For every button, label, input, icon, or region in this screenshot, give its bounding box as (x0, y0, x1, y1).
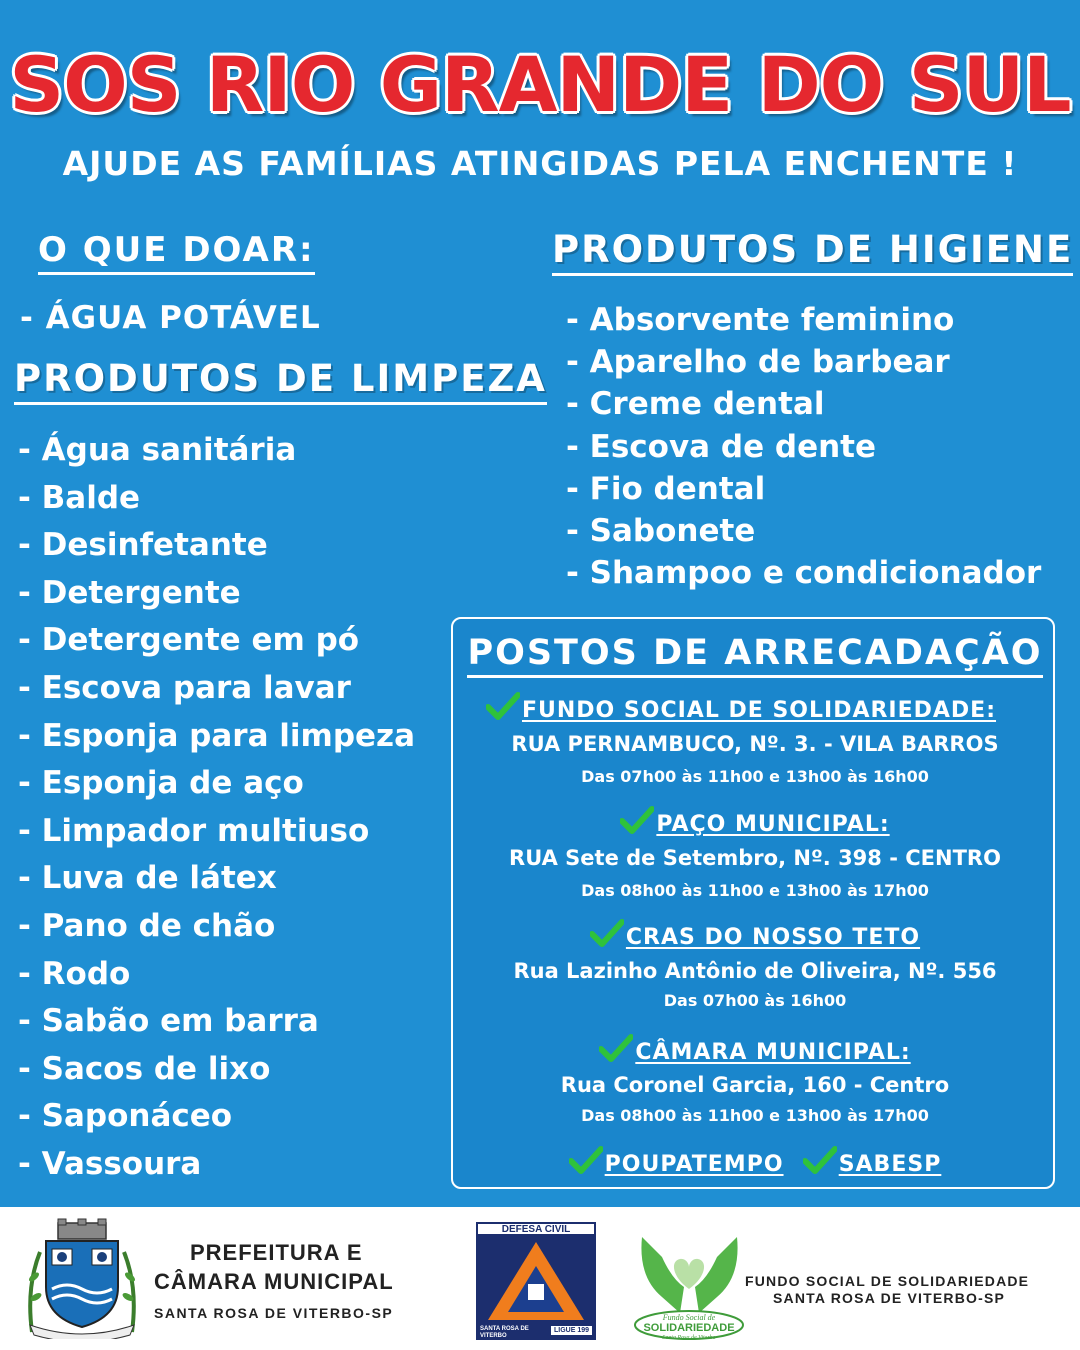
collection-point-hours: Das 08h00 às 11h00 e 13h00 às 17h00 (581, 881, 929, 900)
check-icon (590, 918, 624, 948)
check-icon (620, 805, 654, 835)
check-icon (569, 1145, 603, 1175)
collection-point-address: RUA PERNAMBUCO, Nº. 3. - VILA BARROS (511, 732, 999, 756)
cleaning-item: - Rodo (18, 955, 131, 992)
cleaning-item: - Luva de látex (18, 860, 277, 897)
hygiene-item: - Fio dental (566, 470, 766, 507)
hygiene-item: - Aparelho de barbear (566, 344, 950, 381)
check-icon (599, 1033, 633, 1063)
prefeitura-line1: PREFEITURA E (190, 1240, 363, 1265)
civil-phone: LIGUE 199 (551, 1326, 592, 1335)
what-to-donate-heading: O QUE DOAR: (38, 230, 315, 275)
check-icon (803, 1145, 837, 1175)
collection-point-4 (453, 1033, 1057, 1065)
extra-points (453, 1145, 1057, 1177)
city-crest-logo (22, 1217, 142, 1339)
collection-point-1 (439, 691, 1043, 723)
cleaning-item: - Pano de chão (18, 908, 276, 944)
fundo-line2: SANTA ROSA DE VITERBO-SP (773, 1290, 1006, 1306)
civil-defense-triangle-icon (486, 1240, 586, 1322)
collection-point-2 (453, 805, 1057, 837)
cleaning-item: - Escova para lavar (18, 670, 351, 706)
cleaning-heading: PRODUTOS DE LIMPEZA (14, 357, 547, 405)
prefeitura-city: SANTA ROSA DE VITERBO-SP (154, 1305, 394, 1321)
cleaning-item: - Esponja de aço (18, 765, 304, 802)
fundo-line1: FUNDO SOCIAL DE SOLIDARIEDADE (745, 1273, 1030, 1289)
fundo-badge-top: Fundo Social de (662, 1313, 716, 1322)
cleaning-item: - Balde (18, 479, 141, 516)
collection-point-name: CÂMARA MUNICIPAL: (635, 1040, 911, 1065)
cleaning-item: - Detergente em pó (18, 622, 360, 659)
fundo-badge-bottom: Santa Rosa de Viterbo (662, 1335, 716, 1341)
hygiene-heading: PRODUTOS DE HIGIENE (552, 228, 1073, 276)
check-icon (486, 691, 520, 721)
cleaning-item: - Limpador multiuso (18, 812, 370, 849)
water-item: - ÁGUA POTÁVEL (20, 300, 321, 336)
collection-point-hours: Das 08h00 às 11h00 e 13h00 às 17h00 (581, 1106, 929, 1125)
defesa-civil-label: DEFESA CIVIL (476, 1222, 596, 1236)
cleaning-item: - Água sanitária (18, 432, 297, 468)
collection-point-address: RUA Sete de Setembro, Nº. 398 - CENTRO (509, 846, 1001, 870)
footer (0, 1207, 1080, 1350)
prefeitura-line2: CÂMARA MUNICIPAL (154, 1269, 394, 1294)
hygiene-item: - Escova de dente (566, 428, 877, 465)
collection-point-hours: Das 07h00 às 11h00 e 13h00 às 16h00 (581, 767, 929, 786)
collection-point-address: Rua Lazinho Antônio de Oliveira, Nº. 556 (513, 959, 997, 983)
hygiene-item: - Absorvente feminino (566, 302, 955, 338)
collection-point-3 (453, 918, 1057, 950)
hygiene-item: - Sabonete (566, 513, 756, 549)
page-title: SOS RIO GRANDE DO SUL (9, 40, 1071, 129)
collection-heading: POSTOS DE ARRECADAÇÃO (453, 633, 1057, 673)
sabesp-label: SABESP (838, 1152, 942, 1177)
hygiene-item: - Creme dental (566, 386, 825, 423)
fundo-social-logo (632, 1217, 747, 1345)
collection-point-address: Rua Coronel Garcia, 160 - Centro (560, 1073, 950, 1097)
cleaning-item: - Desinfetante (18, 527, 268, 564)
civil-city: SANTA ROSA DE VITERBO (480, 1326, 529, 1339)
cleaning-item: - Saponáceo (18, 1098, 233, 1135)
cleaning-item: - Vassoura (18, 1146, 202, 1182)
page-subtitle: AJUDE AS FAMÍLIAS ATINGIDAS PELA ENCHENTE ! (62, 144, 1018, 183)
hygiene-item: - Shampoo e condicionador (566, 555, 1042, 592)
cleaning-item: - Sacos de lixo (18, 1050, 271, 1087)
collection-point-name: PAÇO MUNICIPAL: (656, 812, 890, 837)
fundo-badge: SOLIDARIEDADE (643, 1322, 735, 1334)
poupatempo-label: POUPATEMPO (604, 1152, 784, 1177)
collection-point-name: FUNDO SOCIAL DE SOLIDARIEDADE: (521, 698, 997, 723)
cleaning-item: - Sabão em barra (18, 1003, 319, 1040)
collection-point-hours: Das 07h00 às 16h00 (663, 991, 847, 1010)
collection-box (451, 617, 1055, 1189)
cleaning-item: - Esponja para limpeza (18, 717, 416, 754)
collection-point-name: CRAS DO NOSSO TETO (625, 925, 921, 950)
cleaning-item: - Detergente (18, 574, 241, 611)
defesa-civil-logo (476, 1222, 596, 1340)
